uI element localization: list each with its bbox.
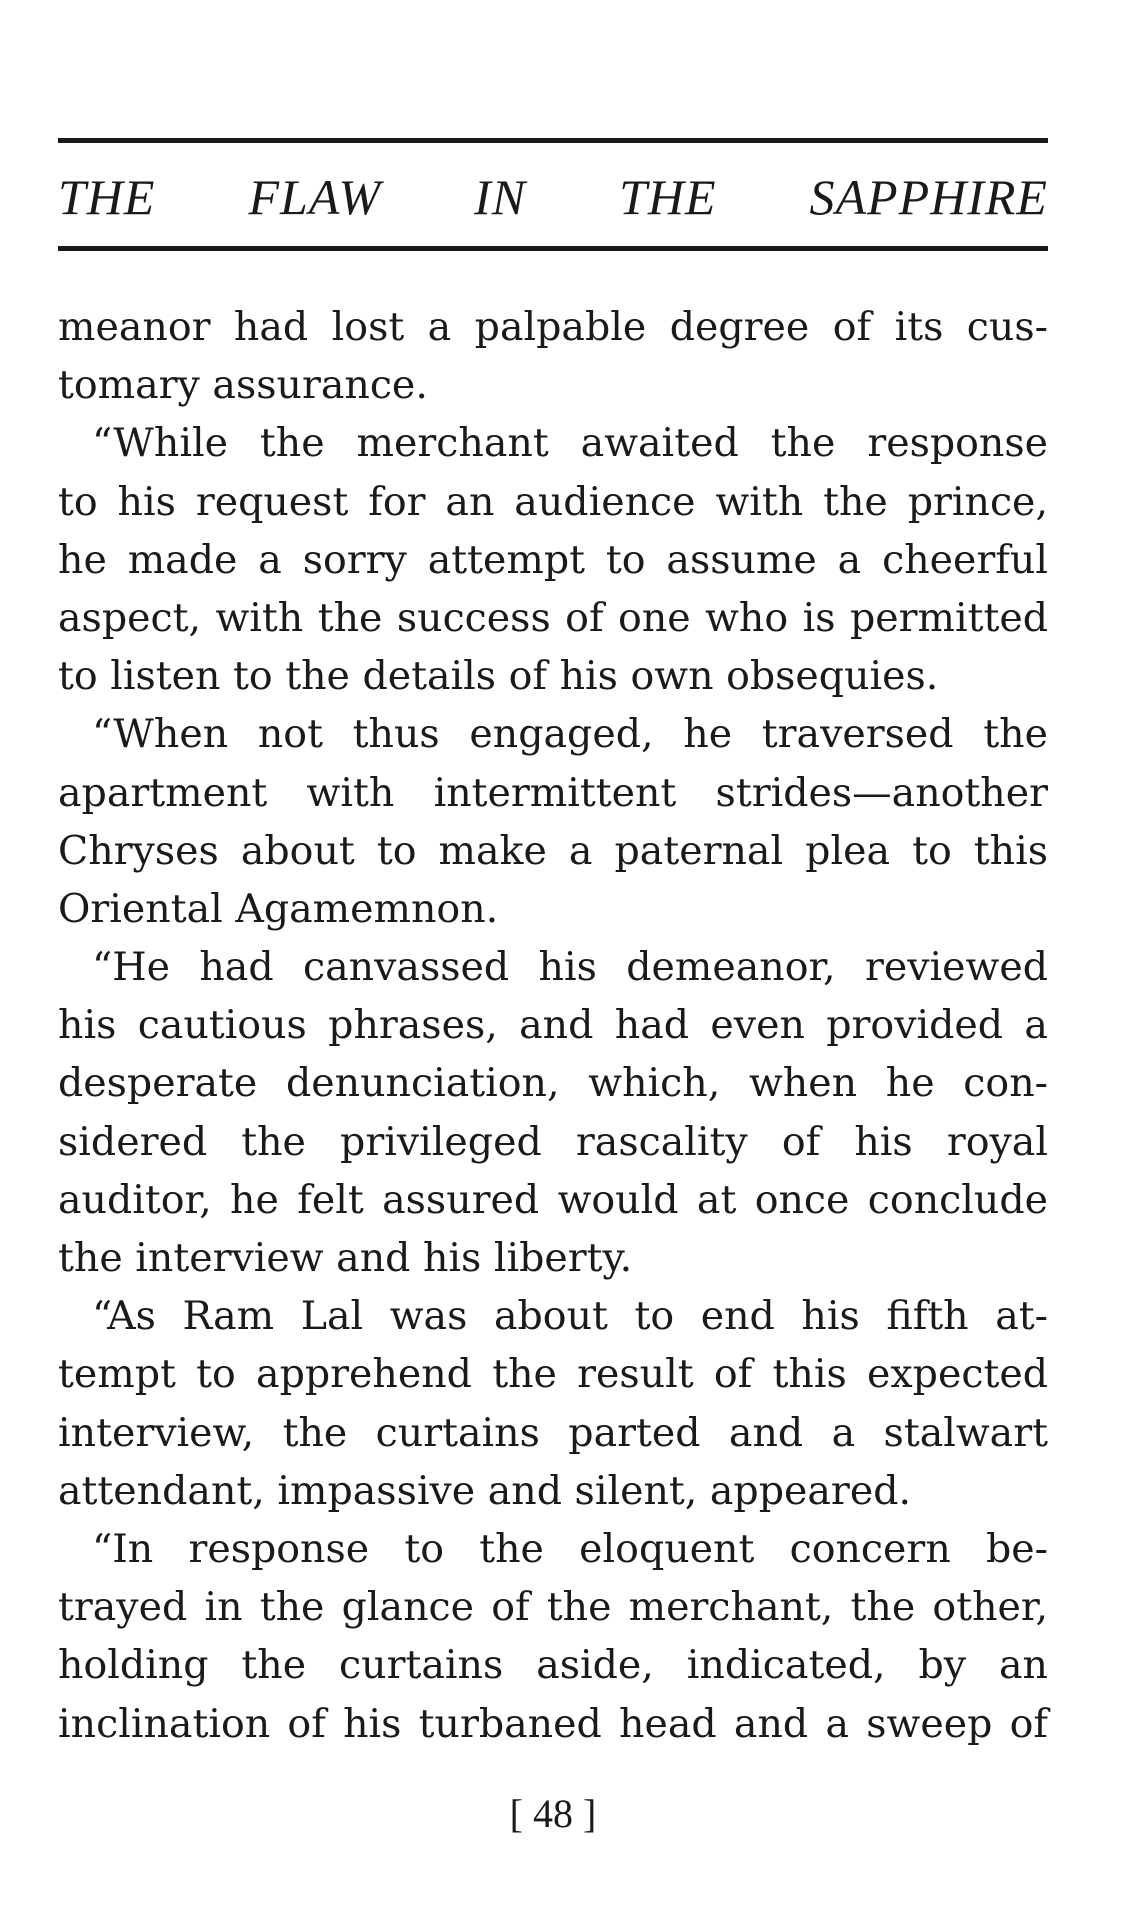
text-line: attendant, impassive and silent, appeared.	[58, 1467, 912, 1514]
text-line: tomary assurance.	[58, 362, 428, 409]
text-line: aspect, with the success of one who is permitted	[58, 594, 1048, 641]
body-text	[58, 298, 1048, 1753]
text-line: “In response to the eloquent concern be-	[92, 1525, 1048, 1572]
text-line: Chryses about to make a paternal plea to this	[58, 827, 1048, 874]
text-line: interview, the curtains parted and a stalwart	[58, 1409, 1048, 1456]
running-head-word: SAPPHIRE	[809, 169, 1048, 225]
header-rule-bottom	[58, 246, 1048, 251]
text-line: trayed in the glance of the merchant, the other,	[58, 1584, 1048, 1631]
text-line: inclination of his turbaned head and a sweep of	[58, 1700, 1048, 1747]
text-line: desperate denunciation, which, when he con-	[58, 1060, 1048, 1107]
running-head-word: IN	[474, 169, 527, 225]
text-line: Oriental Agamemnon.	[58, 885, 499, 932]
text-line: “As Ram Lal was about to end his fifth at-	[92, 1293, 1048, 1340]
text-line: “When not thus engaged, he traversed the	[92, 711, 1048, 758]
text-line: he made a sorry attempt to assume a cheerful	[58, 536, 1048, 583]
book-page	[58, 0, 1048, 1921]
running-head	[58, 162, 1048, 232]
header-rule-top	[58, 138, 1048, 143]
text-line: sidered the privileged rascality of his royal	[58, 1118, 1048, 1165]
text-line: apartment with intermittent strides—another	[58, 769, 1048, 816]
text-line: to listen to the details of his own obsequies.	[58, 653, 939, 700]
text-line: the interview and his liberty.	[58, 1235, 633, 1281]
running-head-word: THE	[619, 169, 717, 225]
page-number: [ 48 ]	[509, 1791, 597, 1836]
text-line: meanor had lost a palpable degree of its cus-	[58, 304, 1048, 350]
text-line: “While the merchant awaited the response	[92, 420, 1048, 467]
text-line: holding the curtains aside, indicated, by an	[58, 1642, 1048, 1689]
text-line: auditor, he felt assured would at once conclude	[58, 1176, 1048, 1223]
running-head-word: FLAW	[248, 169, 382, 225]
text-line: his cautious phrases, and had even provided a	[58, 1002, 1048, 1049]
text-line: tempt to apprehend the result of this expected	[58, 1351, 1048, 1398]
text-line: to his request for an audience with the prince,	[58, 478, 1048, 525]
running-head-word: THE	[58, 169, 156, 225]
text-line: “He had canvassed his demeanor, reviewed	[92, 944, 1048, 991]
